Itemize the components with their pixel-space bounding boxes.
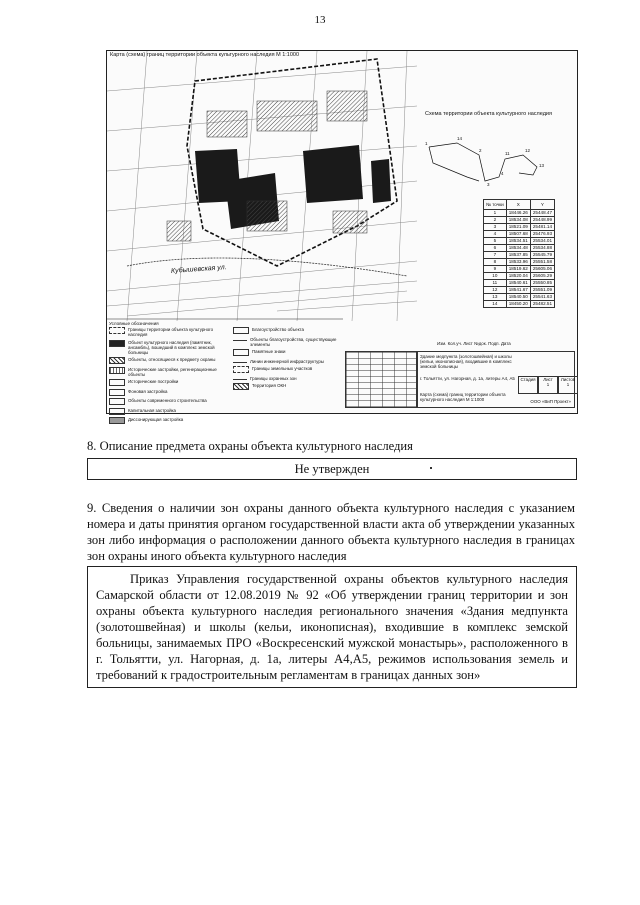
coord-x: 18534.08 [506, 217, 530, 224]
legend-label: Территория ОКН [252, 383, 287, 388]
coord-y: 25545.79 [530, 252, 554, 259]
coordinate-row [484, 294, 555, 301]
legend-item [233, 383, 357, 390]
legend-swatch [233, 327, 249, 334]
protection-subject-status: Не утвержден [87, 458, 577, 480]
coord-point: 8 [484, 259, 507, 266]
coord-x: 18450.20 [506, 301, 530, 308]
coord-x: 18533.96 [506, 259, 530, 266]
svg-text:3: 3 [487, 182, 490, 187]
coord-y: 25550.85 [530, 280, 554, 287]
legend-item [233, 376, 357, 381]
heritage-site-map [106, 50, 578, 422]
coordinate-row [484, 245, 555, 252]
section-9-heading: 9. Сведения о наличии зон охраны данного объекта культурного наследия с указанием номера и даты принятия органом государственной власти акта об утверждении указанных зон либо информация о расположении данного объекта культурного наследия в границах зон охраны иного объекта культурного наследия [87, 501, 575, 563]
title-block-stamp [345, 341, 575, 411]
legend-swatch [109, 398, 125, 405]
coord-y: 25605.29 [530, 273, 554, 280]
stamp-object-name: Здание медпункта (золотошвейная) и школы (кельи, иконописная), входившие в комплекс земской больницы [420, 354, 512, 369]
legend-item [233, 327, 357, 334]
legend-label: Объект культурного наследия (памятник, ансамбль), вошедший в комплекс земской больницы [128, 339, 215, 355]
stamp-revision-grid [345, 351, 417, 408]
scheme-title: Схема территории объекта культурного наследия [425, 111, 552, 117]
legend-label: Памятные знаки [252, 349, 286, 354]
coord-point: 1 [484, 210, 507, 217]
legend-label: Объекты благоустройства, существующие элементы [250, 336, 337, 347]
coord-y: 25551.09 [530, 287, 554, 294]
svg-text:13: 13 [539, 163, 545, 168]
coord-x: 18507.68 [506, 231, 530, 238]
stamp-revision-header: Изм. Кол.уч. Лист №док. Подп. Дата [437, 341, 511, 346]
coordinate-table-header [484, 200, 555, 210]
coordinate-row [484, 224, 555, 231]
legend-item [233, 359, 357, 364]
coord-y: 25541.63 [530, 294, 554, 301]
page-number: 13 [314, 14, 326, 26]
legend-label: Границы территории объекта культурного наследия [128, 327, 214, 337]
map-title: Карта (схема) границ территории объекта культурного наследия М 1:1000 [110, 52, 300, 58]
legend-label: Диссонирующая застройка [128, 417, 184, 422]
legend-item [109, 398, 233, 405]
legend-swatch [233, 383, 249, 390]
section-8-heading: 8. Описание предмета охраны объекта культурного наследия [87, 439, 413, 453]
legend-item [109, 357, 233, 364]
legend-item [109, 340, 233, 355]
coord-point: 4 [484, 231, 507, 238]
legend-label: Границы охранных зон [250, 375, 297, 381]
legend-item [109, 417, 233, 424]
coordinate-row [484, 301, 555, 308]
coord-y: 25551.58 [530, 259, 554, 266]
legend-swatch [233, 340, 247, 341]
coord-point: 13 [484, 294, 507, 301]
coordinate-row [484, 273, 555, 280]
stamp-cell-sheet: Лист 1 [538, 376, 558, 394]
coordinate-row [484, 231, 555, 238]
coord-point: 9 [484, 266, 507, 273]
coord-point: 14 [484, 301, 507, 308]
legend-item [109, 379, 233, 386]
protection-zones-act [87, 566, 577, 688]
legend-item [109, 327, 233, 337]
coord-point: 5 [484, 238, 507, 245]
legend-swatch [109, 340, 125, 347]
legend-heading: Условные обозначения [109, 321, 159, 326]
legend-swatch [109, 357, 125, 364]
coord-point: 11 [484, 280, 507, 287]
legend-swatch [233, 362, 247, 363]
coord-header-x: X [506, 200, 530, 210]
coord-x: 18537.85 [506, 252, 530, 259]
coord-header-point: № точки [484, 200, 507, 210]
legend-label: Благоустройство объекта [252, 327, 304, 332]
coord-point: 7 [484, 252, 507, 259]
coord-point: 6 [484, 245, 507, 252]
svg-text:1: 1 [425, 141, 428, 146]
stamp-sheet-cells [518, 376, 578, 394]
coord-x: 18446.26 [506, 210, 530, 217]
svg-text:11: 11 [505, 151, 510, 156]
legend-swatch [233, 366, 249, 373]
legend-label: Объекты, относящиеся к предмету охраны [128, 357, 216, 362]
coord-y: 25534.01 [530, 238, 554, 245]
legend-swatch [109, 327, 125, 334]
legend-label: Объекты современного строительства [128, 398, 207, 403]
stamp-sheet-title: Карта (схема) границ территории объекта культурного наследия М 1:1000 [420, 392, 506, 402]
stamp-organization: ООО «ВиП Проект» [530, 399, 571, 404]
coord-y: 25482.51 [530, 301, 554, 308]
coord-point: 3 [484, 224, 507, 231]
legend-label: Линии инженерной инфраструктуры [250, 358, 324, 364]
coordinate-row [484, 287, 555, 294]
coord-y: 25476.93 [530, 231, 554, 238]
coord-y: 25448.99 [530, 217, 554, 224]
coord-point: 10 [484, 273, 507, 280]
map-legend [109, 321, 357, 427]
legend-swatch [109, 367, 125, 374]
legend-label: Фоновая застройка [128, 388, 168, 394]
legend-column-left [109, 327, 233, 427]
coord-x: 18540.50 [506, 294, 530, 301]
coord-x: 18541.67 [506, 287, 530, 294]
svg-text:4: 4 [501, 171, 504, 176]
coordinate-row [484, 252, 555, 259]
boundary-scheme [429, 143, 537, 181]
coordinate-row [484, 259, 555, 266]
legend-item [233, 349, 357, 356]
legend-swatch [109, 389, 125, 396]
coord-header-y: Y [530, 200, 554, 210]
coord-x: 18521.09 [506, 224, 530, 231]
legend-swatch [233, 379, 247, 380]
legend-label: Капитальная застройка [128, 407, 177, 413]
legend-swatch [109, 408, 125, 415]
legend-item [233, 366, 357, 373]
legend-label: Границы земельных участков [252, 366, 313, 371]
coord-point: 12 [484, 287, 507, 294]
legend-label: Исторические постройки [128, 379, 179, 384]
stray-mark [430, 467, 432, 469]
coordinate-table-body [484, 210, 555, 308]
coord-y: 25605.06 [530, 266, 554, 273]
coordinate-row [484, 266, 555, 273]
legend-item [233, 337, 357, 347]
stamp-main-block [417, 351, 575, 408]
stamp-cell-stage: Стадия [518, 376, 538, 394]
legend-swatch [109, 379, 125, 386]
coord-y: 25534.88 [530, 245, 554, 252]
svg-text:14: 14 [457, 136, 463, 141]
coord-x: 18540.61 [506, 280, 530, 287]
stamp-cell-sheets: Листов 1 [558, 376, 578, 394]
coord-y: 25481.14 [530, 224, 554, 231]
coordinate-row [484, 210, 555, 217]
legend-item [109, 367, 233, 377]
legend-swatch [233, 349, 249, 356]
legend-swatch [109, 417, 125, 424]
coordinate-table [483, 199, 555, 308]
coordinate-row [484, 280, 555, 287]
street-label: Кубышевская ул. [170, 264, 227, 275]
coordinate-row [484, 238, 555, 245]
coord-x: 18520.04 [506, 273, 530, 280]
coord-x: 18534.48 [506, 245, 530, 252]
coord-x: 18534.51 [506, 238, 530, 245]
stamp-address: г. Тольятти, ул. Нагорная, д. 1а, литеры А4, А5 [420, 376, 515, 381]
legend-label: Исторические застройки, регенерационные объекты [128, 366, 217, 377]
coord-point: 2 [484, 217, 507, 224]
svg-text:12: 12 [525, 148, 531, 153]
legend-item [109, 389, 233, 396]
legend-column-right [233, 327, 357, 427]
legend-item [109, 408, 233, 415]
svg-text:2: 2 [479, 148, 482, 153]
coord-x: 18519.62 [506, 266, 530, 273]
coordinate-row [484, 217, 555, 224]
coord-y: 25448.47 [530, 210, 554, 217]
protection-zones-act-text: Приказ Управления государственной охраны объектов культурного наследия Самарской области от 12.08.2019 № 92 «Об утверждении границ территории и зон охраны объекта культурного наследия регионального значения «Здания медпункта (золотошвейная) и школы (кельи, иконописная), входившие в комплекс земской больницы, занимаемых ПРО «Воскресенский мужской монастырь», расположенного в г. Тольятти, ул. Нагорная, д. 1а, литеры А4,А5, режимов использования земель и требований к градостроительным регламентам в границах данных зон» [96, 572, 568, 682]
